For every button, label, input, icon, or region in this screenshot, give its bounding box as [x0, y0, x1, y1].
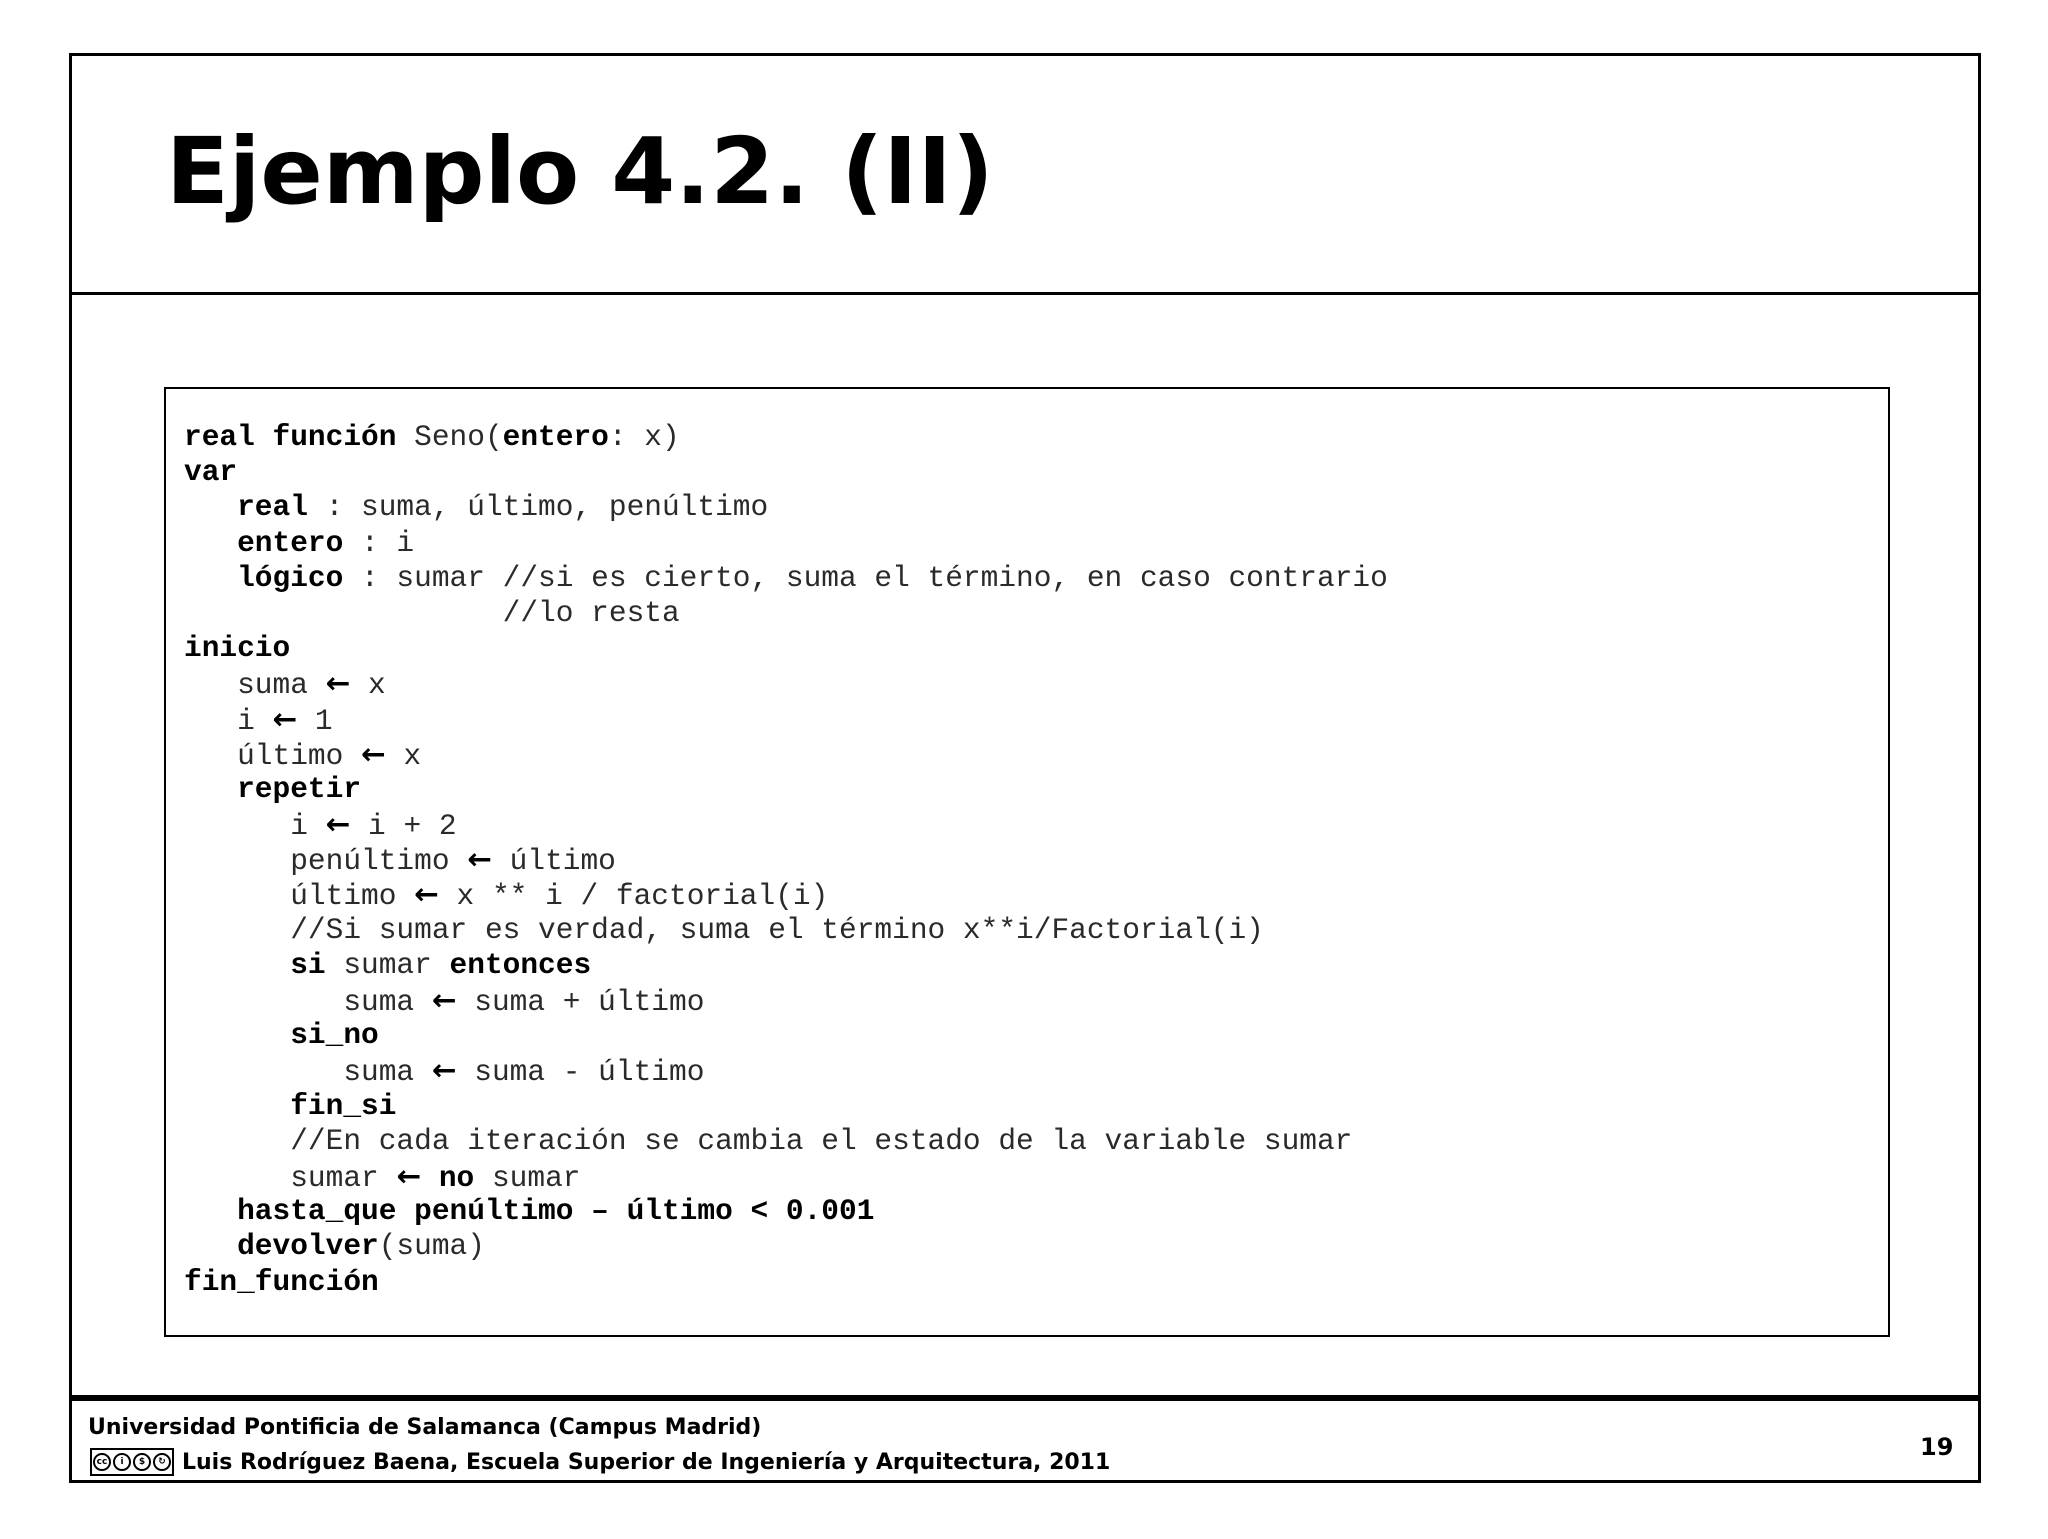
code-line	[184, 526, 1388, 561]
code-line	[184, 983, 1388, 1018]
code-text	[184, 1194, 237, 1228]
code-text: i	[184, 809, 326, 844]
code-text: Seno(	[396, 420, 503, 454]
code-text: sumar	[184, 1160, 397, 1195]
code-line	[184, 807, 1388, 842]
code-text: suma - último	[456, 1055, 705, 1090]
code-text: sumar	[474, 1160, 581, 1195]
code-text: penúltimo	[184, 844, 468, 879]
code-text: último	[491, 844, 616, 879]
code-line	[184, 913, 1388, 948]
assign-arrow-icon: ←	[431, 983, 457, 1017]
code-text	[184, 772, 237, 806]
code-line	[184, 596, 1388, 631]
code-keyword: real	[237, 490, 308, 525]
code-line	[184, 561, 1388, 596]
page-title: Ejemplo 4.2. (II)	[166, 118, 994, 225]
code-text: i	[184, 703, 273, 738]
assign-arrow-icon: ←	[325, 666, 351, 701]
footer-author: Luis Rodríguez Baena, Escuela Superior de Ingeniería y Arquitectura, 2011	[182, 1450, 1111, 1475]
code-line	[184, 1229, 1388, 1264]
cc-circle-icon: cc	[93, 1453, 111, 1471]
code-keyword: var	[184, 455, 238, 490]
code-text: i + 2	[350, 809, 457, 844]
code-keyword: si_no	[290, 1018, 379, 1053]
code-keyword: entero	[237, 525, 344, 560]
code-text: último	[184, 879, 415, 914]
code-text: : suma, último, penúltimo	[307, 490, 769, 525]
code-text: : x)	[608, 420, 680, 454]
nc-circle-icon: $	[133, 1453, 151, 1471]
code-text	[184, 526, 237, 560]
code-line	[184, 1194, 1388, 1229]
code-text	[184, 948, 290, 982]
creative-commons-icon	[90, 1448, 174, 1476]
code-line	[184, 702, 1388, 737]
code-text	[184, 490, 237, 524]
code-line	[184, 455, 1388, 490]
title-divider	[69, 292, 1981, 295]
code-text	[184, 1018, 290, 1052]
assign-arrow-icon: ←	[361, 736, 386, 771]
code-line	[184, 420, 1388, 455]
code-text: suma + último	[456, 985, 705, 1019]
code-line	[184, 842, 1388, 877]
code-keyword: repetir	[237, 771, 362, 806]
code-line	[184, 1265, 1388, 1300]
code-text	[184, 1229, 237, 1263]
code-keyword: lógico	[237, 560, 344, 595]
assign-arrow-icon: ←	[431, 1053, 457, 1088]
code-keyword: fin_función	[184, 1264, 379, 1299]
code-keyword: entero	[502, 420, 609, 454]
code-line	[184, 772, 1388, 807]
code-line	[184, 631, 1388, 666]
code-text: suma	[184, 1055, 432, 1090]
code-block	[184, 420, 1388, 1300]
code-line	[184, 1124, 1388, 1159]
footer-divider	[69, 1395, 1981, 1401]
code-line	[184, 877, 1388, 912]
code-line	[184, 737, 1388, 772]
code-text: //Si sumar es verdad, suma el término x**i/Factorial(i)	[184, 912, 1264, 947]
code-line	[184, 1089, 1388, 1124]
code-text: (suma)	[378, 1229, 485, 1264]
code-line	[184, 490, 1388, 525]
code-keyword: entonces	[449, 947, 592, 982]
code-text: //En cada iteración se cambia el estado de la variable sumar	[184, 1123, 1353, 1158]
code-text: x	[350, 668, 386, 703]
code-text: x	[385, 738, 422, 773]
code-text: último	[184, 738, 362, 773]
assign-arrow-icon: ←	[396, 1158, 422, 1193]
assign-arrow-icon: ←	[467, 842, 492, 877]
code-text: x ** i / factorial(i)	[438, 879, 829, 914]
code-line	[184, 948, 1388, 983]
assign-arrow-icon: ←	[272, 701, 298, 736]
code-keyword: inicio	[184, 631, 291, 666]
code-line	[184, 1018, 1388, 1053]
code-text: suma	[184, 668, 326, 703]
code-line	[184, 1053, 1388, 1088]
footer-institution: Universidad Pontificia de Salamanca (Campus Madrid)	[88, 1415, 762, 1440]
code-text: sumar	[325, 947, 450, 982]
code-line	[184, 1159, 1388, 1194]
code-text	[184, 1089, 290, 1123]
code-text: suma	[184, 985, 432, 1019]
code-line	[184, 666, 1388, 701]
code-text	[184, 561, 237, 595]
code-text: : i	[343, 525, 415, 560]
code-text	[421, 1161, 439, 1195]
assign-arrow-icon: ←	[414, 877, 439, 912]
code-keyword: fin_si	[290, 1088, 397, 1123]
code-keyword: si	[290, 947, 326, 982]
sa-circle-icon: ↻	[153, 1453, 171, 1471]
by-circle-icon: i	[113, 1453, 131, 1471]
code-keyword: no	[438, 1160, 475, 1195]
code-keyword: real función	[184, 420, 397, 454]
code-text: : sumar //si es cierto, suma el término, en caso contrario	[343, 560, 1388, 595]
code-keyword: hasta_que penúltimo – último < 0.001	[237, 1194, 875, 1229]
code-keyword: devolver	[237, 1229, 379, 1264]
assign-arrow-icon: ←	[325, 807, 351, 842]
code-text: //lo resta	[184, 595, 680, 630]
page-number: 19	[1920, 1433, 1954, 1461]
code-text: 1	[297, 703, 333, 738]
